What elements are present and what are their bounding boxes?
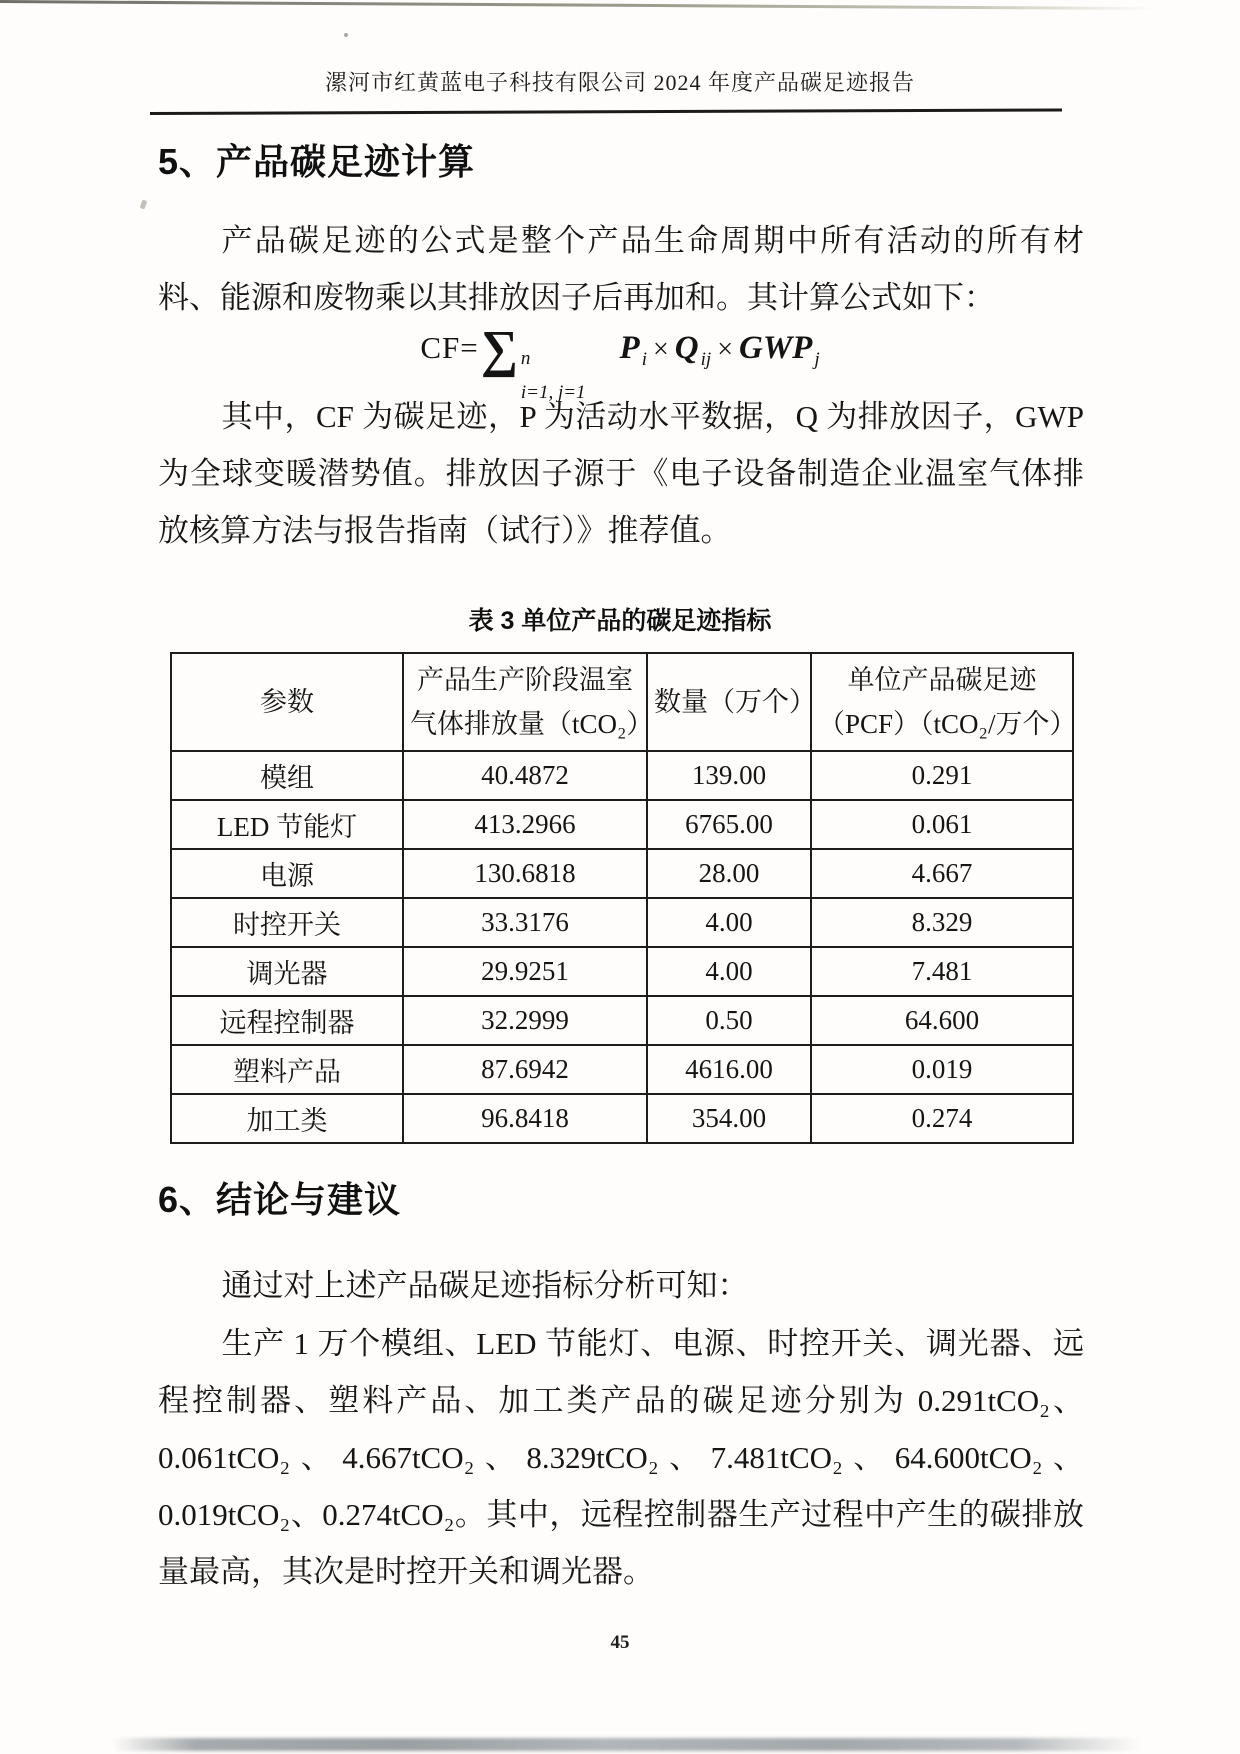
table-header-row xyxy=(171,653,1077,751)
cell-parameter: 模组 xyxy=(171,751,403,800)
carbon-footprint-formula xyxy=(0,320,1240,403)
paragraph-s6-lead: 通过对上述产品碳足迹指标分析可知： xyxy=(221,1268,749,1303)
scan-speck xyxy=(140,199,148,209)
cell-pcf: 64.600 xyxy=(811,996,1073,1045)
table-row xyxy=(171,898,1073,947)
formula-sigma: ∑ xyxy=(480,321,518,378)
scan-edge-artifact-bottom xyxy=(112,1738,1140,1751)
cell-pcf: 4.667 xyxy=(811,849,1073,898)
cell-pcf: 7.481 xyxy=(811,947,1073,996)
paragraph-s5-intro: 产品碳足迹的公式是整个产品生命周期中所有活动的所有材料、能源和废物乘以其排放因子后再加和。其计算公式如下： xyxy=(158,223,1084,315)
formula-sub-j: j xyxy=(814,349,820,370)
cell-pcf: 0.061 xyxy=(811,800,1073,849)
cell-emission: 130.6818 xyxy=(403,849,647,898)
cell-quantity: 6765.00 xyxy=(647,800,811,849)
formula-multiply: × xyxy=(717,334,733,365)
cell-quantity: 354.00 xyxy=(647,1094,811,1143)
table-row xyxy=(171,849,1073,898)
cell-emission: 40.4872 xyxy=(403,751,647,800)
cell-emission: 29.9251 xyxy=(403,947,647,996)
cell-parameter: 电源 xyxy=(171,849,403,898)
cell-parameter: 塑料产品 xyxy=(171,1045,403,1094)
col-header-parameter: 参数 xyxy=(171,653,403,751)
carbon-footprint-table xyxy=(170,652,1077,1144)
paragraph-s6-body: 生产 1 万个模组、LED 节能灯、电源、时控开关、调光器、远程控制器、塑料产品、加工类产品的碳足迹分别为 0.291tCO₂、0.061tCO₂、4.667tCO₂、8.329tCO₂、7.481tCO₂、64.600tCO₂、0.019tCO₂、0.274tCO₂。其中，远程控制器生产过程中产生的碳排放量最高，其次是时控开关和调光器。 xyxy=(158,1326,1084,1589)
col-header-quantity: 数量（万个） xyxy=(647,653,811,751)
formula-sub-ij: ij xyxy=(700,349,712,370)
header-rule xyxy=(150,108,1062,115)
table-row xyxy=(171,751,1073,800)
cell-emission: 413.2966 xyxy=(403,800,647,849)
cell-quantity: 4616.00 xyxy=(647,1045,811,1094)
section-5-title: 5、产品碳足迹计算 xyxy=(158,141,476,182)
cell-pcf: 0.291 xyxy=(811,751,1073,800)
table-caption: 表 3 单位产品的碳足迹指标 xyxy=(468,607,772,635)
table-row xyxy=(171,1045,1073,1094)
col-header-ghg-emission: 产品生产阶段温室气体排放量（tCO₂） xyxy=(403,653,647,751)
cell-quantity: 4.00 xyxy=(647,898,811,947)
formula-sub-i: i xyxy=(641,349,647,370)
formula-lower-limit: i=1, j=1 xyxy=(520,382,586,403)
cell-quantity: 28.00 xyxy=(647,849,811,898)
scan-speck xyxy=(344,33,348,37)
table-row xyxy=(171,1094,1073,1143)
cell-quantity: 0.50 xyxy=(647,996,811,1045)
cell-quantity: 4.00 xyxy=(647,947,811,996)
table-row xyxy=(171,800,1073,849)
formula-multiply: × xyxy=(653,334,669,365)
page-number: 45 xyxy=(610,1632,630,1653)
table-row xyxy=(171,996,1073,1045)
cell-parameter: 时控开关 xyxy=(171,898,403,947)
formula-var-gwp: GWP xyxy=(739,330,813,366)
table-row xyxy=(171,947,1073,996)
formula-var-q: Q xyxy=(674,330,699,366)
cell-pcf: 0.274 xyxy=(811,1094,1073,1143)
cell-parameter: 调光器 xyxy=(171,947,403,996)
cell-parameter: LED 节能灯 xyxy=(171,800,403,849)
running-header: 漯河市红黄蓝电子科技有限公司 2024 年度产品碳足迹报告 xyxy=(324,70,915,95)
section-6-title: 6、结论与建议 xyxy=(158,1179,402,1220)
cell-quantity: 139.00 xyxy=(647,751,811,800)
paragraph-s5-explain: 其中，CF 为碳足迹，P 为活动水平数据，Q 为排放因子，GWP 为全球变暖潜势值。排放因子源于《电子设备制造企业温室气体排放核算方法与报告指南（试行）》推荐值。 xyxy=(158,399,1084,548)
cell-pcf: 8.329 xyxy=(811,898,1073,947)
cell-emission: 87.6942 xyxy=(403,1045,647,1094)
cell-emission: 33.3176 xyxy=(403,898,647,947)
formula-var-p: P xyxy=(619,330,640,366)
cell-emission: 32.2999 xyxy=(403,996,647,1045)
cell-pcf: 0.019 xyxy=(811,1045,1073,1094)
cell-emission: 96.8418 xyxy=(403,1094,647,1143)
scan-edge-artifact-top xyxy=(0,0,1154,10)
formula-upper-limit: n xyxy=(520,348,531,369)
cell-parameter: 加工类 xyxy=(171,1094,403,1143)
cell-parameter: 远程控制器 xyxy=(171,996,403,1045)
col-header-pcf: 单位产品碳足迹（PCF）（tCO₂/万个） xyxy=(811,653,1073,751)
formula-lhs: CF= xyxy=(420,330,479,365)
